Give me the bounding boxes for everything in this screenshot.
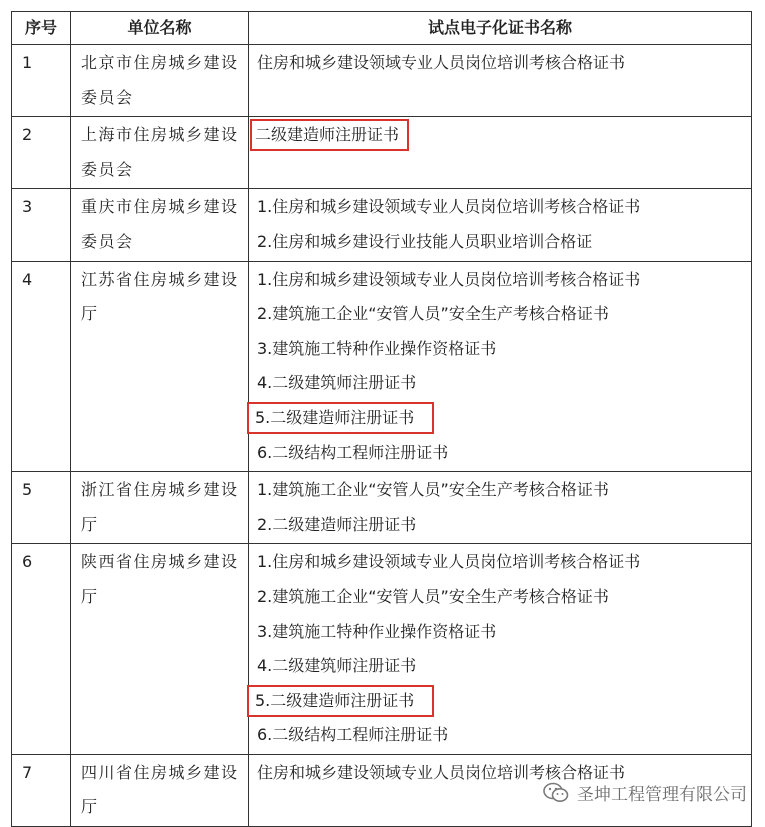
unit-cell: 北京市住房城乡建设委员会	[71, 45, 249, 117]
certificate-item	[257, 297, 749, 332]
certificate-text: 4.二级建筑师注册证书	[257, 373, 417, 393]
certificate-item	[257, 545, 749, 580]
certificate-item	[257, 225, 749, 260]
certificate-item	[257, 649, 749, 684]
table-row	[12, 261, 752, 472]
header-certificate: 试点电子化证书名称	[249, 12, 752, 45]
certificate-cell	[249, 189, 752, 261]
unit-cell: 江苏省住房城乡建设厅	[71, 261, 249, 472]
table-row	[12, 472, 752, 544]
certificate-cell	[249, 544, 752, 755]
certificate-item	[257, 436, 749, 471]
certificate-text: 3.建筑施工特种作业操作资格证书	[257, 621, 497, 641]
serial-cell: 1	[12, 45, 71, 117]
serial-cell: 2	[12, 117, 71, 189]
unit-cell: 陕西省住房城乡建设厅	[71, 544, 249, 755]
certificate-text: 4.二级建筑师注册证书	[257, 656, 417, 676]
certificate-item	[257, 366, 749, 401]
serial-cell: 7	[12, 754, 71, 826]
certificate-text: 2.住房和城乡建设行业技能人员职业培训合格证	[257, 231, 593, 251]
highlighted-certificate: 5.二级建造师注册证书	[249, 687, 432, 715]
certificate-item	[257, 718, 749, 753]
certificate-cell	[249, 45, 752, 117]
certificate-item	[257, 615, 749, 650]
certificate-item	[257, 332, 749, 367]
highlighted-certificate: 二级建造师注册证书	[252, 121, 407, 149]
certificate-item	[257, 190, 749, 225]
wechat-icon	[543, 782, 569, 804]
unit-cell: 四川省住房城乡建设厅	[71, 754, 249, 826]
unit-cell: 重庆市住房城乡建设委员会	[71, 189, 249, 261]
certificate-text: 1.住房和城乡建设领域专业人员岗位培训考核合格证书	[257, 269, 641, 289]
table-body	[12, 45, 752, 827]
certificate-text: 住房和城乡建设领域专业人员岗位培训考核合格证书	[257, 53, 626, 72]
serial-cell: 3	[12, 189, 71, 261]
certificate-item	[257, 263, 749, 298]
certificate-text: 2.二级建造师注册证书	[257, 514, 417, 534]
table-row	[12, 544, 752, 755]
watermark	[543, 780, 747, 805]
serial-cell: 5	[12, 472, 71, 544]
certificate-text: 6.二级结构工程师注册证书	[257, 725, 449, 745]
header-row	[12, 12, 752, 45]
certificate-text: 住房和城乡建设领域专业人员岗位培训考核合格证书	[257, 762, 626, 782]
certificate-text: 6.二级结构工程师注册证书	[257, 442, 449, 462]
watermark-text: 圣坤工程管理有限公司	[577, 785, 747, 805]
header-serial: 序号	[12, 12, 71, 45]
certificate-item	[257, 46, 749, 81]
certificate-text: 3.建筑施工特种作业操作资格证书	[257, 338, 497, 358]
certificate-item	[257, 580, 749, 615]
certificate-text: 1.建筑施工企业“安管人员”安全生产考核合格证书	[257, 480, 609, 500]
table-row	[12, 189, 752, 261]
certificate-item	[257, 401, 749, 436]
certificate-item	[257, 508, 749, 543]
header-unit: 单位名称	[71, 12, 249, 45]
certificate-cell	[249, 261, 752, 472]
certificate-cell	[249, 472, 752, 544]
certificate-text: 1.住房和城乡建设领域专业人员岗位培训考核合格证书	[257, 197, 641, 217]
serial-cell: 4	[12, 261, 71, 472]
certificate-text: 2.建筑施工企业“安管人员”安全生产考核合格证书	[257, 304, 609, 324]
unit-cell: 上海市住房城乡建设委员会	[71, 117, 249, 189]
certificate-text: 2.建筑施工企业“安管人员”安全生产考核合格证书	[257, 586, 609, 606]
certificate-item	[257, 684, 749, 719]
certificate-table	[11, 11, 752, 827]
certificate-item	[257, 473, 749, 508]
certificate-cell	[249, 117, 752, 189]
table-row	[12, 117, 752, 189]
serial-cell: 6	[12, 544, 71, 755]
certificate-text: 1.住房和城乡建设领域专业人员岗位培训考核合格证书	[257, 552, 641, 572]
unit-cell: 浙江省住房城乡建设厅	[71, 472, 249, 544]
certificate-item	[257, 118, 749, 153]
highlighted-certificate: 5.二级建造师注册证书	[249, 404, 432, 432]
table-row	[12, 45, 752, 117]
